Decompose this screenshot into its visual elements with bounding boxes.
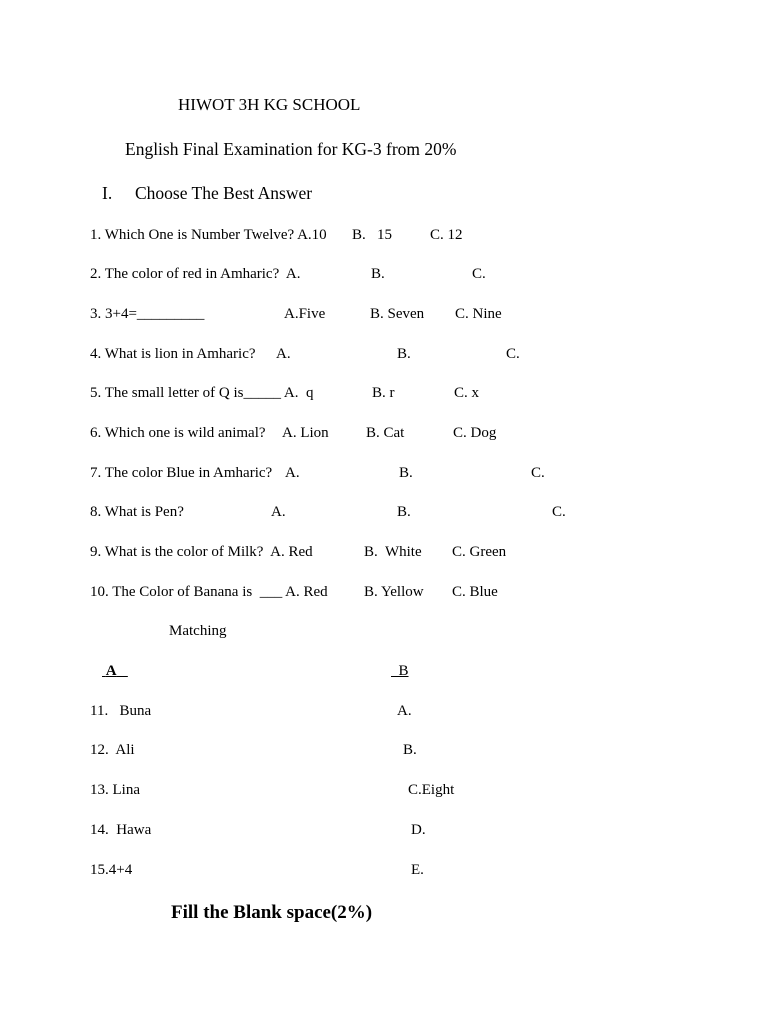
- question-4-option-a: A.: [276, 346, 291, 362]
- question-6-option-a: A. Lion: [282, 425, 329, 441]
- question-7-option-a: A.: [285, 465, 300, 481]
- question-2-option-b: B.: [371, 266, 385, 282]
- matching-left-15: 15.4+4: [90, 862, 133, 878]
- question-3-option-b: B. Seven: [370, 306, 425, 322]
- question-9-option-b: B. White: [364, 544, 422, 560]
- matching-right-b: B.: [403, 742, 417, 758]
- question-10-option-c: C. Blue: [452, 584, 498, 600]
- matching-right-a: A.: [397, 703, 412, 719]
- question-9-text: 9. What is the color of Milk? A. Red: [90, 544, 313, 560]
- question-9-option-c: C. Green: [452, 544, 507, 560]
- matching-left-13: 13. Lina: [90, 782, 140, 798]
- matching-column-a-header: A: [105, 663, 117, 679]
- matching-right-c: C.Eight: [408, 782, 455, 798]
- question-10-text: 10. The Color of Banana is ___ A. Red: [90, 584, 328, 600]
- question-4-text: 4. What is lion in Amharic?: [90, 346, 256, 362]
- exam-title: English Final Examination for KG-3 from 20%: [125, 139, 457, 159]
- question-5-text: 5. The small letter of Q is_____ A. q: [90, 385, 314, 401]
- question-10-option-b: B. Yellow: [364, 584, 424, 600]
- question-8-option-a: A.: [271, 504, 286, 520]
- question-8-option-c: C.: [552, 504, 566, 520]
- matching-right-d: D.: [411, 822, 426, 838]
- question-3-option-a: A.Five: [284, 306, 326, 322]
- section-number: I.: [102, 183, 113, 203]
- question-6-option-c: C. Dog: [453, 425, 497, 441]
- matching-column-b-header: B: [398, 663, 409, 679]
- question-1-text: 1. Which One is Number Twelve? A.10: [90, 227, 327, 243]
- question-1-option-c: C. 12: [430, 227, 463, 243]
- question-7-text: 7. The color Blue in Amharic?: [90, 465, 273, 481]
- question-3-option-c: C. Nine: [455, 306, 502, 322]
- fill-blank-title: Fill the Blank space(2%): [171, 902, 373, 923]
- school-name: HIWOT 3H KG SCHOOL: [178, 95, 361, 114]
- question-6-option-b: B. Cat: [366, 425, 405, 441]
- question-2-text: 2. The color of red in Amharic? A.: [90, 266, 301, 282]
- question-1-option-b: B. 15: [352, 227, 393, 243]
- matching-left-12: 12. Ali: [90, 742, 135, 758]
- question-3-text: 3. 3+4=_________: [90, 306, 205, 322]
- question-7-option-b: B.: [399, 465, 413, 481]
- matching-right-e: E.: [411, 862, 424, 878]
- question-8-option-b: B.: [397, 504, 411, 520]
- section-title: Choose The Best Answer: [135, 183, 313, 203]
- question-4-option-b: B.: [397, 346, 411, 362]
- question-8-text: 8. What is Pen?: [90, 504, 184, 520]
- question-4-option-c: C.: [506, 346, 520, 362]
- matching-left-11: 11. Buna: [90, 703, 152, 719]
- question-7-option-c: C.: [531, 465, 545, 481]
- matching-title: Matching: [169, 623, 227, 639]
- question-6-text: 6. Which one is wild animal?: [90, 425, 266, 441]
- question-5-option-b: B. r: [372, 385, 395, 401]
- question-2-option-c: C.: [472, 266, 486, 282]
- matching-left-14: 14. Hawa: [90, 822, 152, 838]
- question-5-option-c: C. x: [454, 385, 480, 401]
